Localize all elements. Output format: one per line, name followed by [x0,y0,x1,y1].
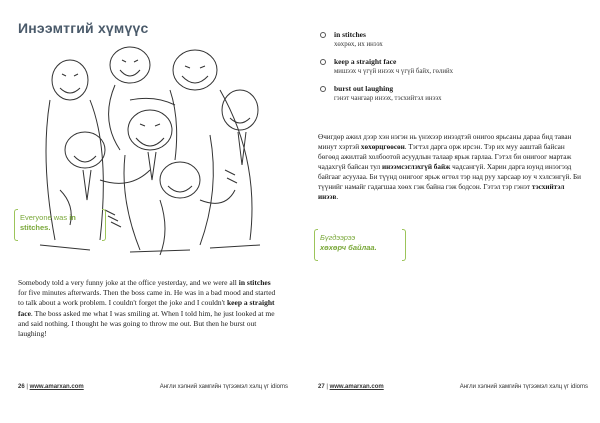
mongolian-translation-paragraph [318,132,584,202]
idiom-mongolian: хөхрөх, их инээх [334,41,383,48]
idiom-item [320,84,580,103]
idiom-highlight: хөхөрцгөөсөн [360,143,405,151]
idiom-mongolian: мишээх ч үгүй инээх ч үгүй байх, гөлийх [334,68,454,75]
right-page [300,0,600,423]
callout-line-2: хөхөрч байлаа. [320,243,377,252]
bullet-icon [320,86,326,92]
bullet-icon [320,32,326,38]
callout-bracket-left [14,209,18,241]
callout-line-1: Бүгдээрээ [320,233,356,242]
idiom-highlight: keep a straight face [18,298,275,318]
text-run: Өчигдөр ажил дээр хэн нэгэн нь үнэхээр инээдтэй онигоо ярьсаны дараа бид таван минут хэртэй [318,133,572,151]
idiom-english: burst out laughing [334,84,394,93]
footer-separator: | [26,384,28,390]
bullet-icon [320,59,326,65]
footer-book-title: Англи хэлний хамгийн түгээмэл хэлц үг idioms [159,384,288,390]
page-title: Инээмтгий хүмүүс [18,20,149,36]
callout-bracket-left [314,229,318,261]
text-run: Somebody told a very funny joke at the office yesterday, and we were all [18,278,239,287]
website-link[interactable]: www.amarxan.com [329,384,384,390]
callout-english [20,213,100,239]
idiom-item [320,57,580,76]
callout-bracket-right [402,229,406,261]
page-number: 27 [318,384,325,390]
idiom-english: keep a straight face [334,57,397,66]
callout-text-bold: in [69,213,76,222]
idiom-highlight: in stitches [238,278,271,287]
text-run: . The boss asked me what I was smiling at. When I told him, he just looked at me and said nothing. I thought he was going to throw me out. But then he burst out laughing! [18,308,275,339]
website-link[interactable]: www.amarxan.com [29,384,84,390]
footer-book-title: Англи хэлний хамгийн түгээмэл хэлц үг idioms [459,384,588,390]
callout-mongolian [320,233,400,259]
idiom-highlight: инээмсэглэхгүй байж [381,163,451,171]
callout-bracket-right [102,209,106,241]
idiom-english: in stitches [334,30,366,39]
text-run: . [336,193,339,201]
english-story-paragraph [18,278,280,339]
callout-text-bold-2: stitches. [20,223,51,232]
callout-text-plain: Everyone was [20,213,70,222]
idiom-highlight: тэсхийтэл инээв [318,183,565,201]
idiom-list [320,30,580,111]
text-run: чадсангүй. Харин дарга юунд инээгээд байгааг асуулаа. Би түүнд онигоог ярьж өгтөл тэр над руу харсаар юу ч хэлсэнгүй. Би түүнийг намайг гадагшаа хөөх гэж байна гэж бодсон. Гэтэл тэр гэнэт [318,163,581,191]
page-number: 26 [18,384,25,390]
idiom-item [320,30,580,49]
text-run: for five minutes afterwards. Then the boss came in. He was in a bad mood and started to talk about a work problem. I couldn't forget the joke and I couldn't [18,288,276,308]
text-run: . Тэгтэл дарга орж ирсэн. Тэр их муу ааштай байсан бөгөөд ажилтай холбоотой асуудлын талаар ярьж гарлаа. Гэтэл би онигоог мартаж чадахгүй байсан тул [318,143,572,171]
left-footer [18,384,288,390]
idiom-mongolian: гэнэт чангаар инээх, тэсхийтэл инээх [334,95,442,102]
footer-separator: | [326,384,328,390]
right-footer [318,384,588,390]
